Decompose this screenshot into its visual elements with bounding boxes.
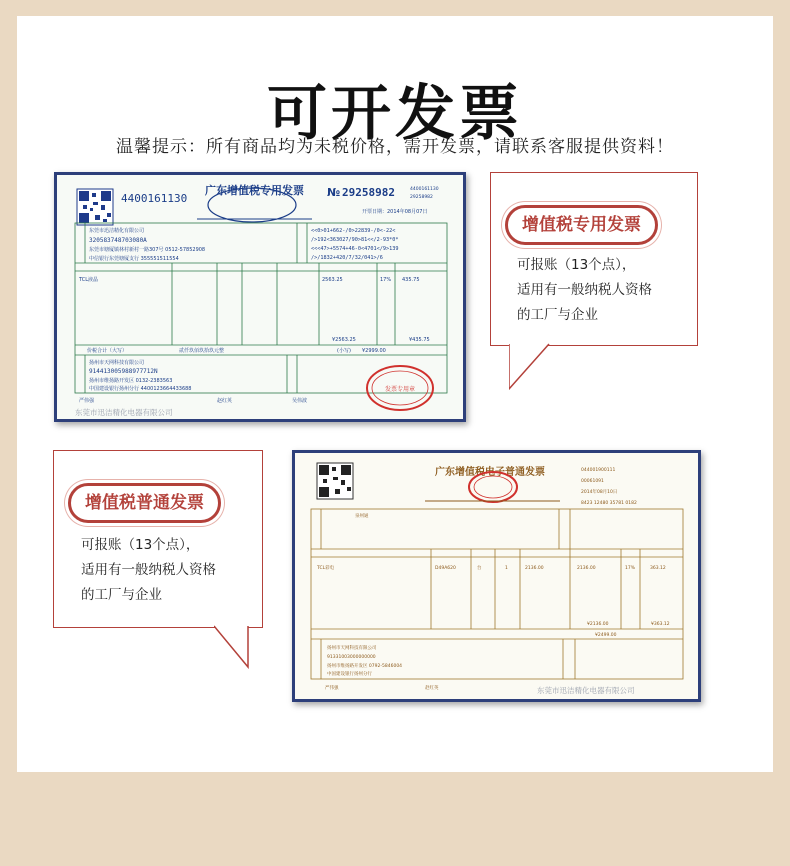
cipher-line-2: />192<363027/90>81<</2-93*0* <box>311 237 399 243</box>
buyer-tax-id: 320583748703080A <box>89 237 147 244</box>
vat-special-description <box>517 253 692 328</box>
item-model: D49A620 <box>435 566 456 571</box>
company-stamp-icon <box>367 366 433 410</box>
watermark: 东莞市迅洁精化电器有限公司 <box>75 408 173 417</box>
cipher-line-3: <<<47>+5574+46-0<4701</9>139 <box>311 246 399 252</box>
seller-name: 扬州市天网科技有限公司 <box>89 360 145 366</box>
item-rate: 17% <box>625 566 636 571</box>
callout-pointer-icon <box>214 625 264 675</box>
total-value: ¥2999.00 <box>362 348 386 354</box>
total-small-label: (小写) <box>337 348 351 354</box>
invoice-code: 044001900111 <box>581 468 616 473</box>
invoice-date: 开票日期：2014年08月07日 <box>362 209 428 215</box>
callout-pointer-icon <box>509 343 569 393</box>
payee: 严伟强 <box>325 686 339 691</box>
total-tax: ¥435.75 <box>409 337 430 343</box>
buyer-address: 东莞市塘厦镇林村新村一路307号 0512-57852908 <box>89 247 206 253</box>
buyer-bank: 中信银行东莞塘厦支行 355551511554 <box>89 256 179 262</box>
item-name: TCL彩电 <box>317 566 335 571</box>
vat-special-invoice-drawing <box>57 175 463 419</box>
buyer-name: 东莞市迅洁精化有限公司 <box>89 228 145 234</box>
total-amount: ¥2563.25 <box>332 337 356 343</box>
watermark: 东莞市迅洁精化电器有限公司 <box>537 686 635 695</box>
vat-special-invoice-image <box>54 172 466 422</box>
vat-ordinary-line-3: 的工厂与企业 <box>81 587 162 603</box>
cipher-line-4: />/1832+420/7/32/041>/6 <box>311 255 383 261</box>
seller-bank: 中国建设银行扬州分行 4400123664433688 <box>89 386 192 392</box>
vat-ordinary-description <box>81 533 256 608</box>
item-price: 2563.25 <box>322 277 343 283</box>
vat-special-callout <box>490 172 698 346</box>
qr-code-icon <box>317 463 353 499</box>
seller-tax-id: 914413005988977712N <box>89 368 158 375</box>
vat-special-badge: 增值税专用发票 <box>505 205 658 245</box>
drawer: 吴伟波 <box>292 398 308 404</box>
vat-ordinary-invoice-image <box>292 450 701 702</box>
seller-address: 扬州市维扬路开发区 0792-5846004 <box>327 664 403 669</box>
total-words: 贰仟玖佰玖拾玖元整 <box>179 348 225 354</box>
item-name: TCL液晶 <box>79 277 99 283</box>
checker: 赵红英 <box>217 398 233 404</box>
checker: 赵红英 <box>425 686 439 691</box>
item-tax: 435.75 <box>402 277 420 283</box>
payee: 严伟强 <box>79 398 95 404</box>
vat-special-line-2: 适用有一般纳税人资格 <box>517 282 652 298</box>
invoice-check-code: 8423 12480 35781 0182 <box>581 501 637 506</box>
item-amount: 2136.00 <box>577 566 596 571</box>
cipher-line-1: <<0>01+662-/0>22839-/0<-22< <box>311 228 396 234</box>
item-tax: 363.12 <box>650 566 666 571</box>
qr-code-icon <box>77 189 113 225</box>
vat-ordinary-line-1: 可报账（13个点）， <box>81 537 200 553</box>
seller-name: 扬州市天网科技有限公司 <box>327 646 377 651</box>
page-subtitle: 温馨提示：所有商品均为未税价格，需开发票，请联系客服提供资料！ <box>116 137 674 157</box>
seller-address: 扬州市维扬路开发区 0132-2383563 <box>89 378 173 384</box>
stamp-text: 发票专用章 <box>384 386 416 393</box>
total-label: 价税合计（大写） <box>87 348 128 354</box>
invoice-title: 广东增值税电子普通发票 <box>435 467 545 478</box>
item-quantity: 1 <box>505 566 508 571</box>
total-tax: ¥363.12 <box>651 622 670 627</box>
invoice-number-small: 4400161130 <box>410 187 439 192</box>
item-price: 2136.00 <box>525 566 544 571</box>
bottom-band <box>0 772 790 866</box>
item-unit: 台 <box>477 566 482 571</box>
invoice-no-label: № <box>327 186 341 199</box>
seller-bank: 中国建设银行扬州分行 <box>327 672 372 677</box>
invoice-number: 00061091 <box>581 479 604 484</box>
vat-ordinary-callout <box>53 450 263 628</box>
vat-ordinary-invoice-drawing <box>295 453 698 699</box>
invoice-number-small-2: 29258982 <box>410 195 433 200</box>
vat-special-line-3: 的工厂与企业 <box>517 307 598 323</box>
invoice-title: 广东增值税专用发票 <box>205 184 304 197</box>
invoice-number: 29258982 <box>342 186 395 199</box>
page-title: 可开发票 <box>267 79 523 149</box>
vat-ordinary-badge: 增值税普通发票 <box>68 483 221 523</box>
total-amount: ¥2136.00 <box>587 622 609 627</box>
item-rate: 17% <box>380 277 392 283</box>
invoice-date: 2014年08月10日 <box>581 490 618 495</box>
seller-tax-id: 91331003000000000 <box>327 655 376 660</box>
vat-special-line-1: 可报账（13个点）， <box>517 257 636 273</box>
total-value: ¥2499.00 <box>595 633 617 638</box>
invoice-code: 4400161130 <box>121 192 188 205</box>
vat-ordinary-line-2: 适用有一般纳税人资格 <box>81 562 216 578</box>
buyer-name: 泉州通 <box>355 514 369 519</box>
